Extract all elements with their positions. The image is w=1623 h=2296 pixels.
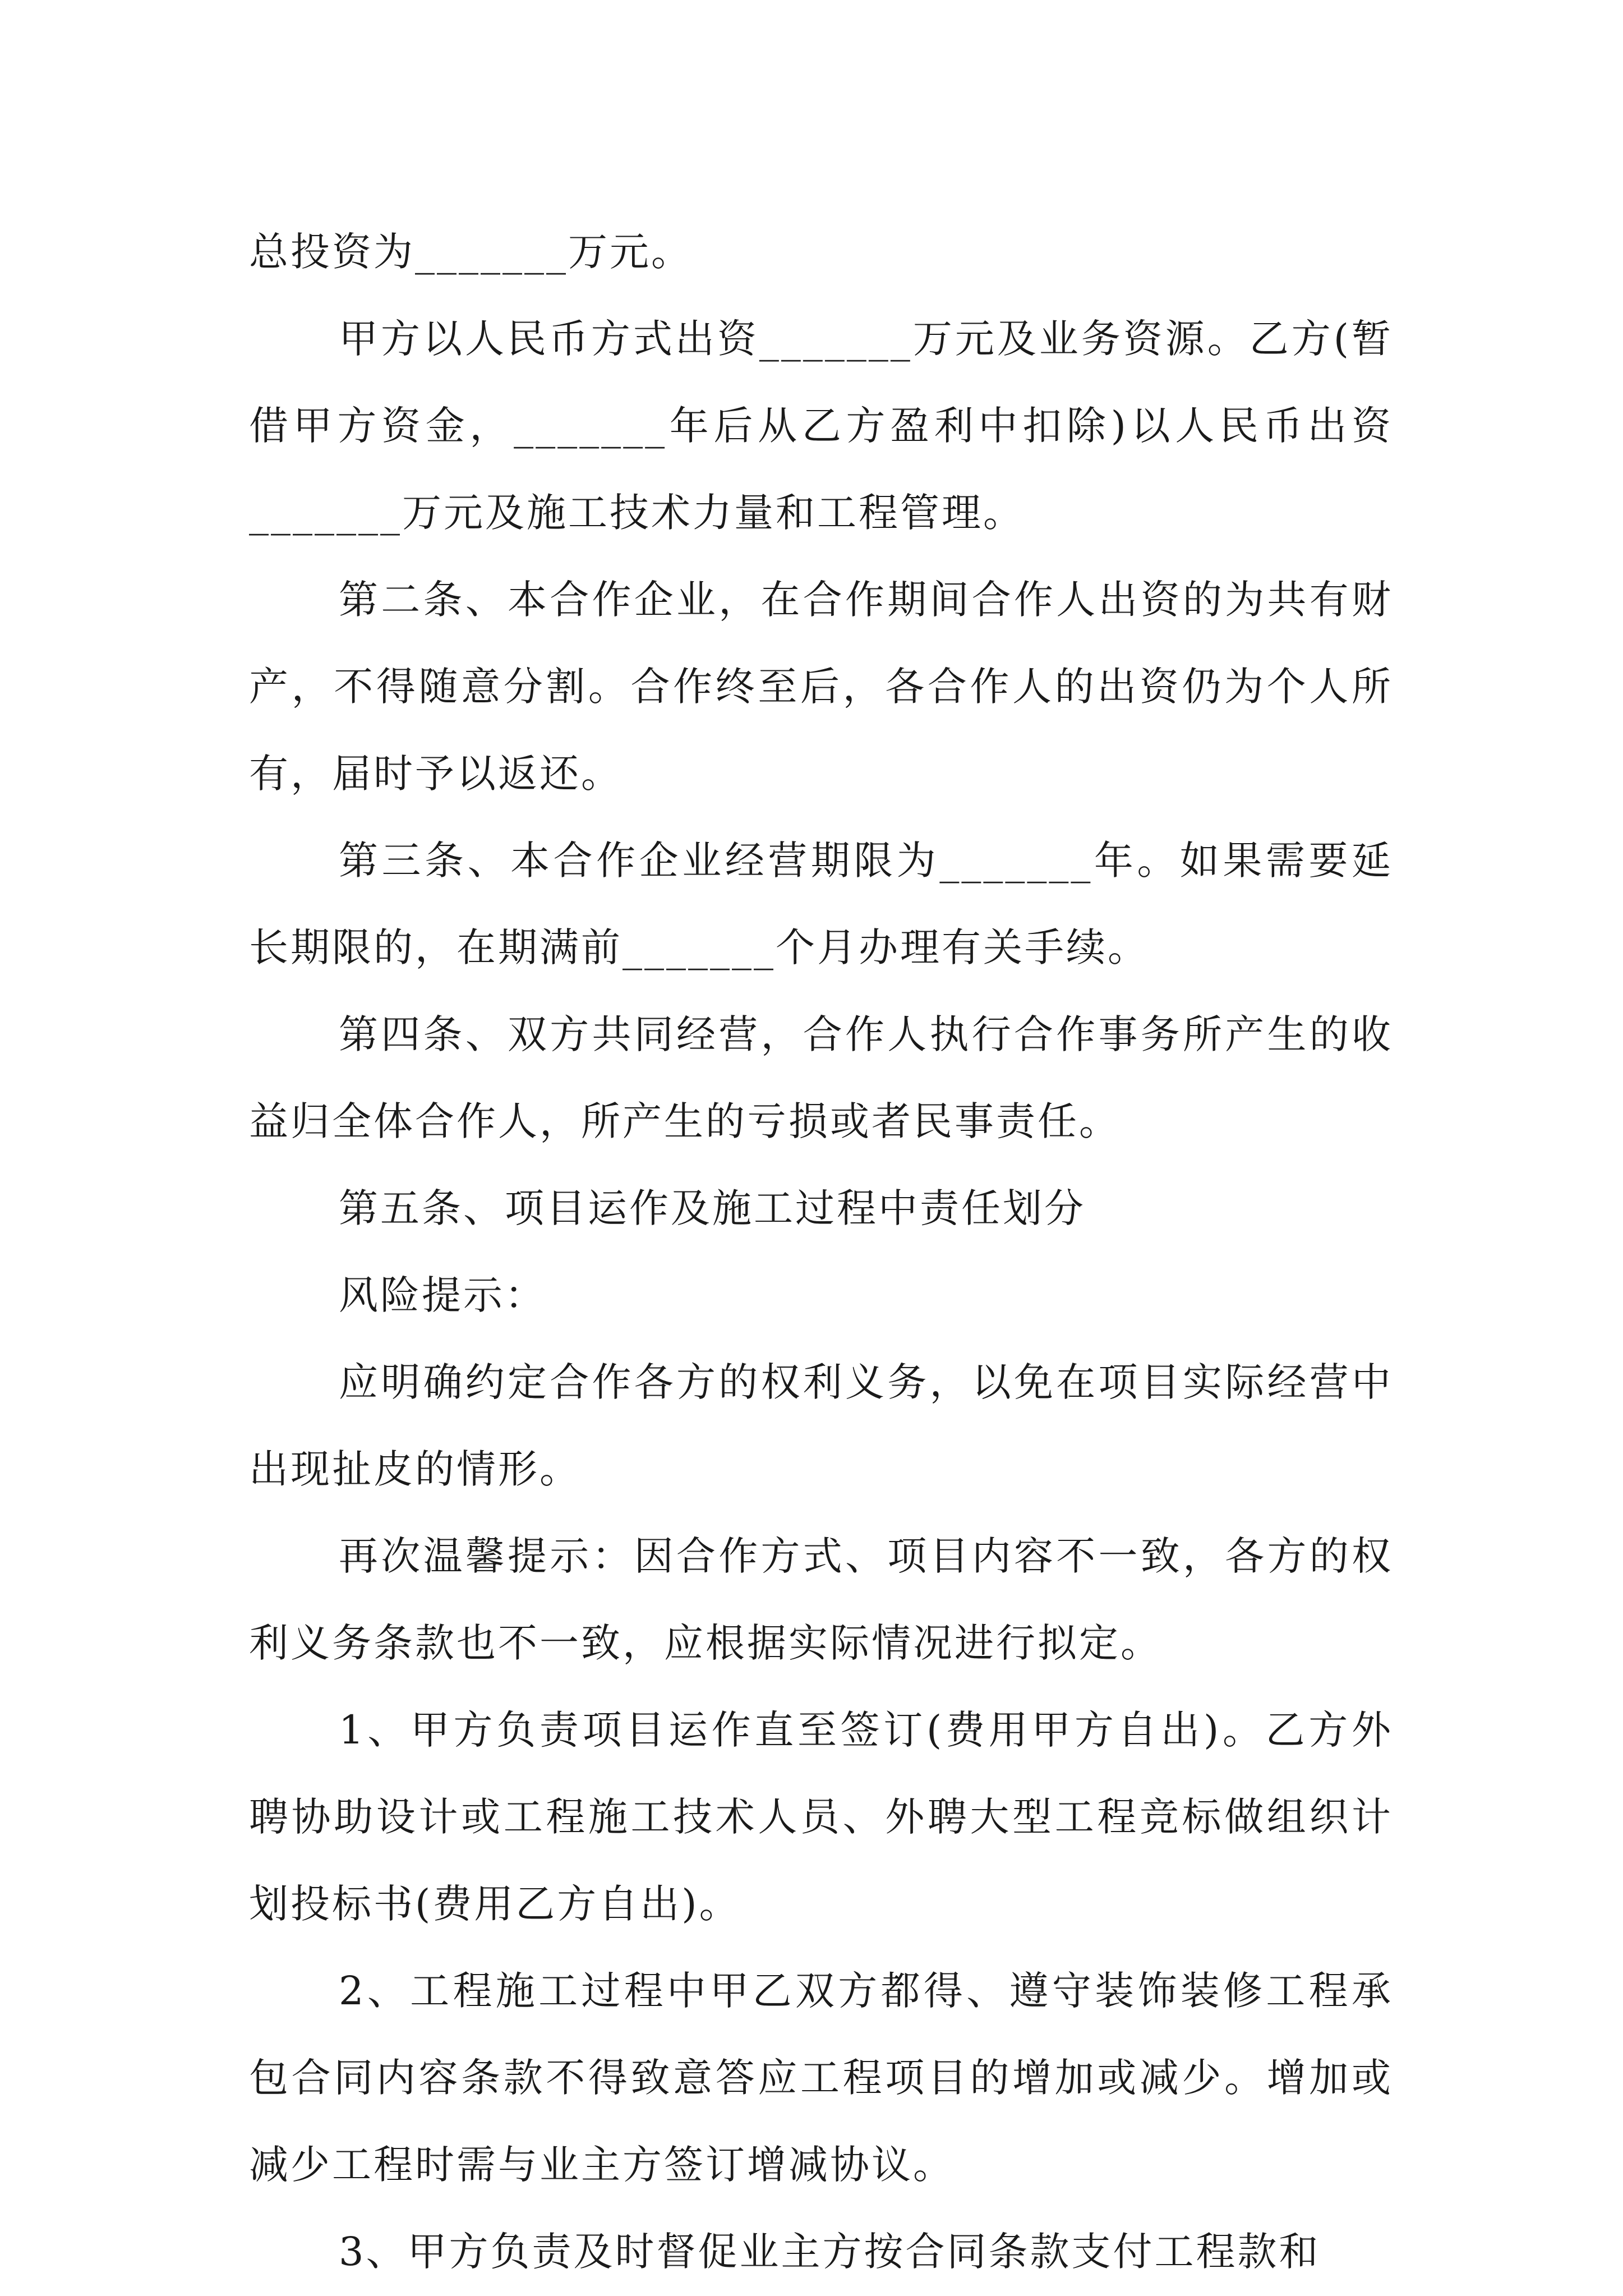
- paragraph-total-investment: 总投资为_______万元。: [249, 229, 693, 275]
- paragraph-risk-heading: 风险提示：: [339, 1272, 546, 1318]
- document-body: [249, 209, 1393, 2295]
- paragraph-article-4: 第四条、双方共同经营，合作人执行合作事务所产生的收益归全体合作人，所产生的亏损或者民事责任。: [249, 1011, 1393, 1144]
- paragraph-risk-note: 应明确约定合作各方的权利义务，以免在项目实际经营中出现扯皮的情形。: [249, 1359, 1393, 1492]
- paragraph-capital-contribution: 甲方以人民币方式出资_______万元及业务资源。乙方(暂借甲方资金，_______年后从乙方盈利中扣除)以人民币出资_______万元及施工技术力量和工程管理。: [249, 316, 1393, 536]
- paragraph-article-3: 第三条、本合作企业经营期限为_______年。如果需要延长期限的，在期满前_______个月办理有关手续。: [249, 838, 1393, 970]
- paragraph-reminder: 再次温馨提示：因合作方式、项目内容不一致，各方的权利义务条款也不一致，应根据实际情况进行拟定。: [249, 1533, 1393, 1666]
- paragraph-item-2: 2、工程施工过程中甲乙双方都得、遵守装饰装修工程承包合同内容条款不得致意答应工程项目的增加或减少。增加或减少工程时需与业主方签订增减协议。: [249, 1968, 1393, 2188]
- paragraph-item-3: 3、甲方负责及时督促业主方按合同条款支付工程款和: [339, 2229, 1321, 2275]
- paragraph-article-5: 第五条、项目运作及施工过程中责任划分: [339, 1185, 1086, 1231]
- paragraph-item-1: 1、甲方负责项目运作直至签订(费用甲方自出)。乙方外聘协助设计或工程施工技术人员、外聘大型工程竞标做组织计划投标书(费用乙方自出)。: [249, 1707, 1393, 1927]
- paragraph-article-2: 第二条、本合作企业，在合作期间合作人出资的为共有财产，不得随意分割。合作终至后，各合作人的出资仍为个人所有，届时予以返还。: [249, 577, 1393, 797]
